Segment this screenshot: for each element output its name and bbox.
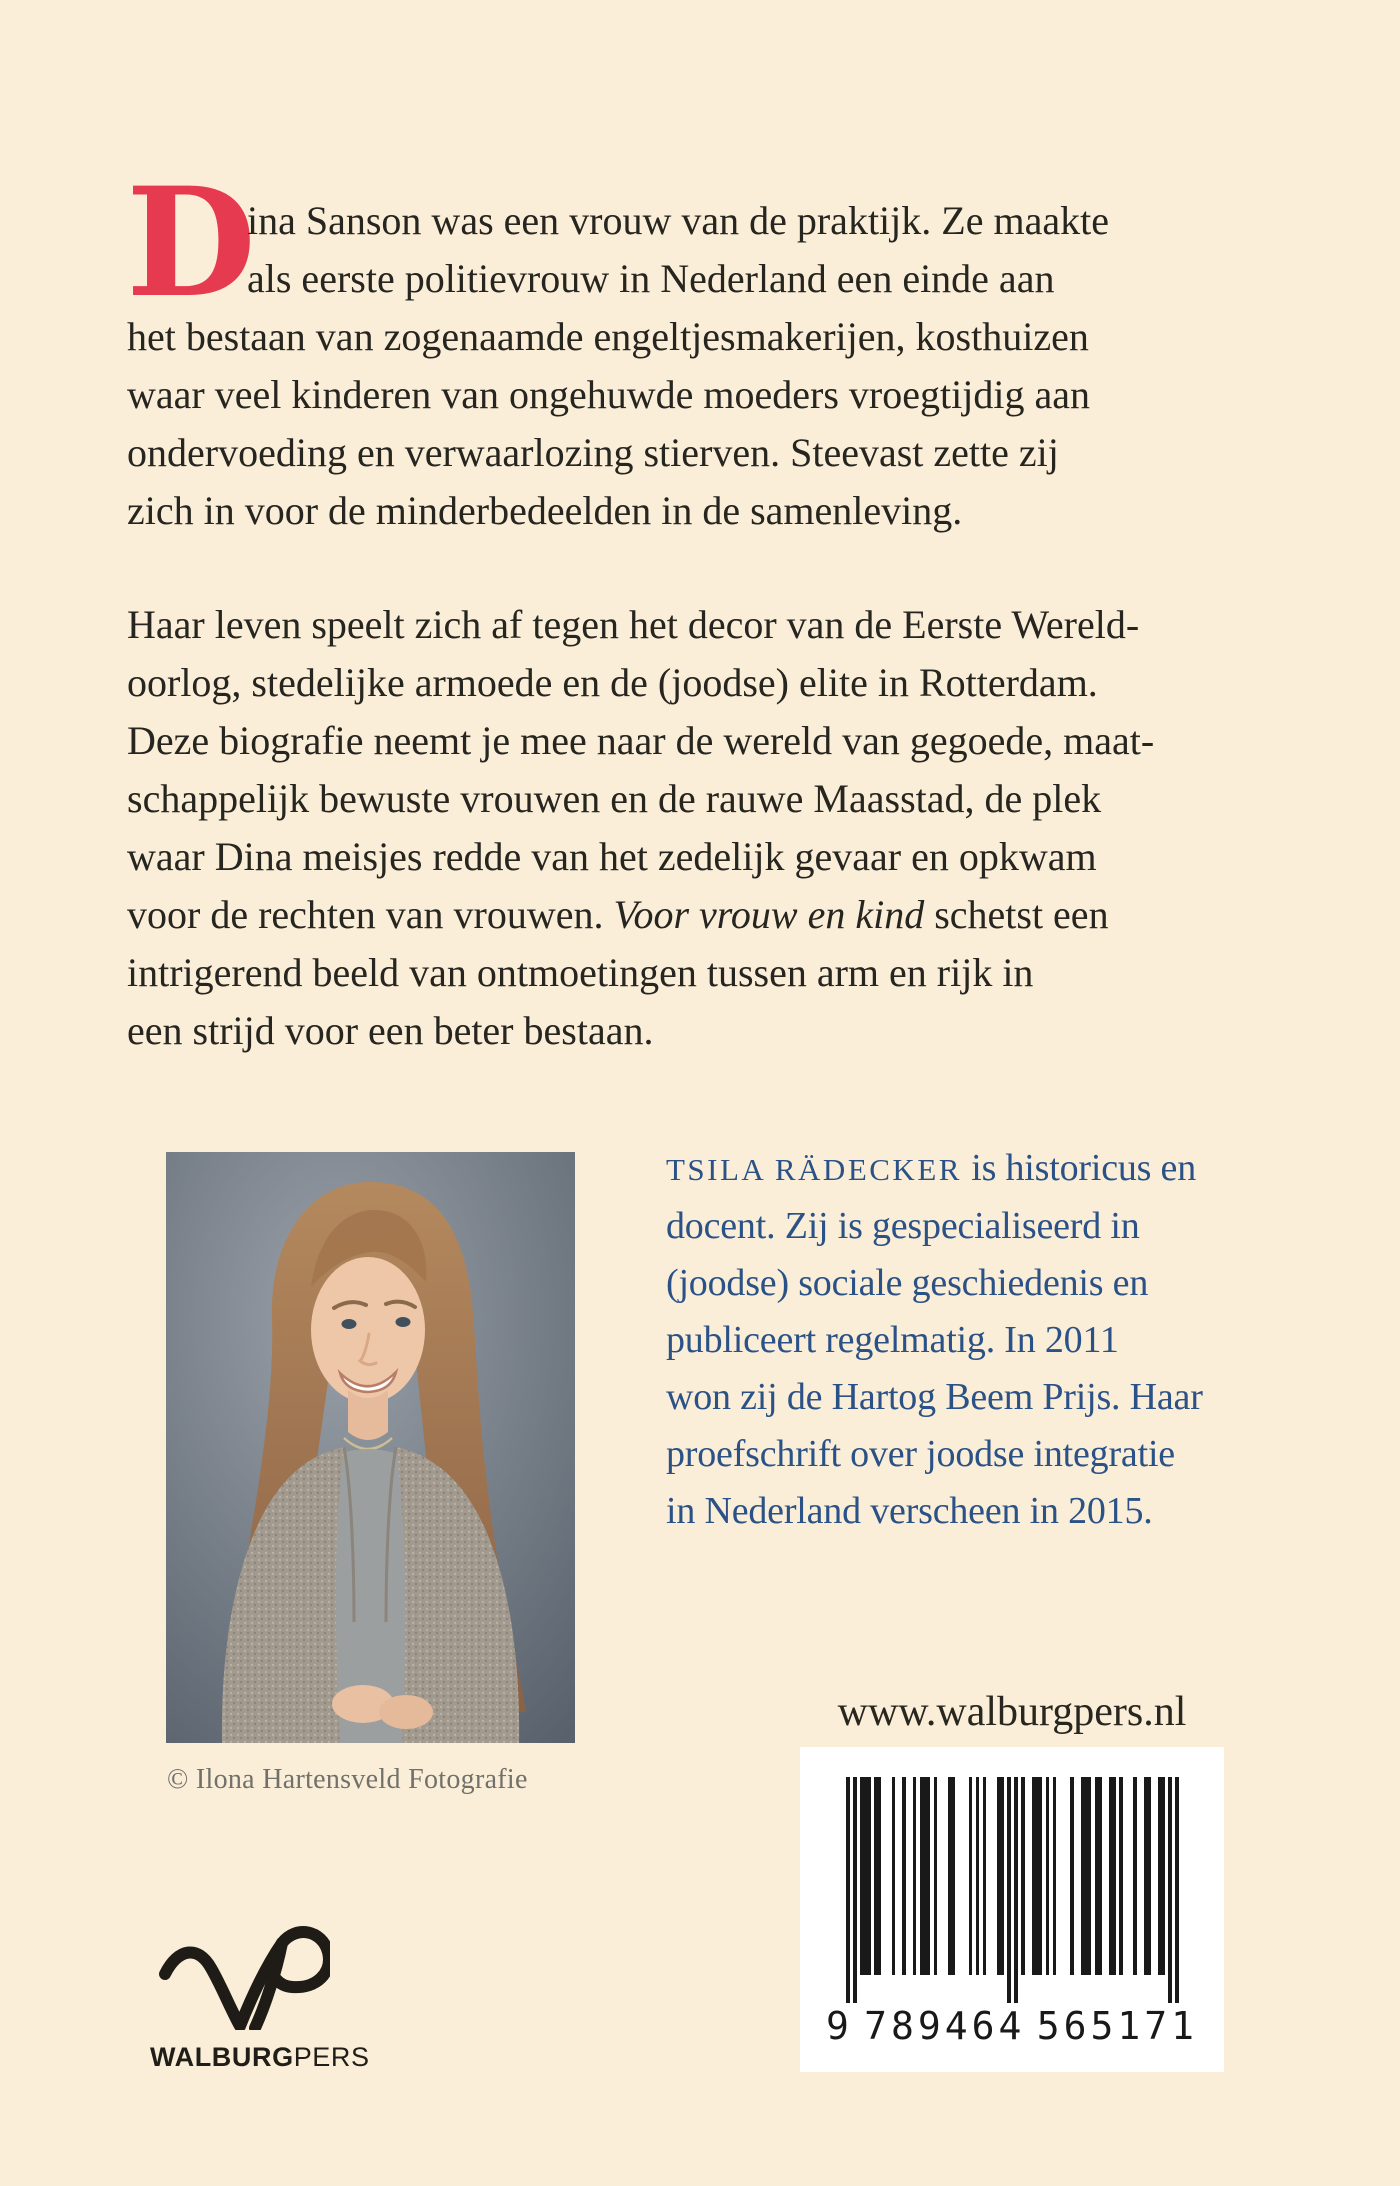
barcode-bar <box>1175 1777 1179 2003</box>
website-url: www.walburgpers.nl <box>837 1689 1187 1735</box>
barcode-bars <box>846 1777 1179 2003</box>
blurb-paragraph-1 <box>127 192 1154 540</box>
text-line: oorlog, stedelijke armoede en de (joodse) elite in Rotterdam. <box>127 660 1098 705</box>
author-bio <box>666 1140 1203 1540</box>
text-line: Haar leven speelt zich af tegen het decor van de Eerste Wereld- <box>127 602 1140 647</box>
walburg-pers-logo <box>150 1926 410 2073</box>
text-line: waar Dina meisjes redde van het zedelijk gevaar en opkwam <box>127 834 1097 879</box>
text-line: een strijd voor een beter bestaan. <box>127 1008 654 1053</box>
eye-left <box>342 1319 357 1329</box>
book-title-italic: Voor vrouw en kind <box>613 892 925 937</box>
text-line <box>666 1140 1203 1198</box>
text-line: docent. Zij is gespecialiseerd in <box>666 1205 1140 1247</box>
text-run: voor de rechten van vrouwen. <box>127 892 614 937</box>
text-run: schetst een <box>924 892 1109 937</box>
isbn-digits <box>800 2004 1224 2048</box>
text-line: als eerste politievrouw in Nederland een einde aan <box>247 256 1055 301</box>
face <box>311 1257 425 1403</box>
text-line <box>127 886 1154 944</box>
hand-right <box>379 1695 433 1729</box>
author-portrait-illustration <box>166 1152 575 1743</box>
publisher-wordmark-bold: WALBURG <box>150 2042 294 2072</box>
text-line: zich in voor de minderbedeelden in de samenleving. <box>127 488 963 533</box>
back-cover-blurb <box>127 192 1154 1060</box>
isbn-group: 789464 <box>864 2004 1026 2048</box>
text-line: (joodse) sociale geschiedenis en <box>666 1262 1149 1304</box>
text-line: ina Sanson was een vrouw van de praktijk. Ze maakte <box>247 198 1109 243</box>
isbn-group: 9 <box>826 2004 853 2048</box>
text-line: intrigerend beeld van ontmoetingen tussen arm en rijk in <box>127 950 1034 995</box>
text-line: proefschrift over joodse integratie <box>666 1433 1175 1475</box>
publisher-wordmark <box>150 2042 410 2073</box>
text-line: in Nederland verscheen in 2015. <box>666 1490 1153 1532</box>
publisher-wordmark-light: PERS <box>293 2042 370 2072</box>
photo-credit: © Ilona Hartensveld Fotografie <box>167 1764 528 1795</box>
author-name-smallcaps: TSILA RÄDECKER <box>666 1152 962 1187</box>
blurb-paragraph-2 <box>127 596 1154 1060</box>
wp-monogram-icon <box>156 1926 330 2030</box>
drop-cap-letter: D <box>126 155 257 331</box>
text-line: het bestaan van zogenaamde engeltjesmakerijen, kosthuizen <box>127 314 1089 359</box>
text-line: Deze biografie neemt je mee naar de wereld van gegoede, maat- <box>127 718 1155 763</box>
text-run: is historicus en <box>961 1147 1197 1189</box>
text-line: ondervoeding en verwaarlozing stierven. Steevast zette zij <box>127 430 1059 475</box>
text-line: waar veel kinderen van ongehuwde moeders vroegtijdig aan <box>127 372 1090 417</box>
author-photo <box>166 1152 575 1743</box>
eye-right <box>396 1317 411 1327</box>
barcode <box>800 1747 1224 2072</box>
text-line: schappelijk bewuste vrouwen en de rauwe Maasstad, de plek <box>127 776 1102 821</box>
text-line: publiceert regelmatig. In 2011 <box>666 1319 1119 1361</box>
isbn-group: 565171 <box>1036 2004 1198 2048</box>
text-line: won zij de Hartog Beem Prijs. Haar <box>666 1376 1203 1418</box>
